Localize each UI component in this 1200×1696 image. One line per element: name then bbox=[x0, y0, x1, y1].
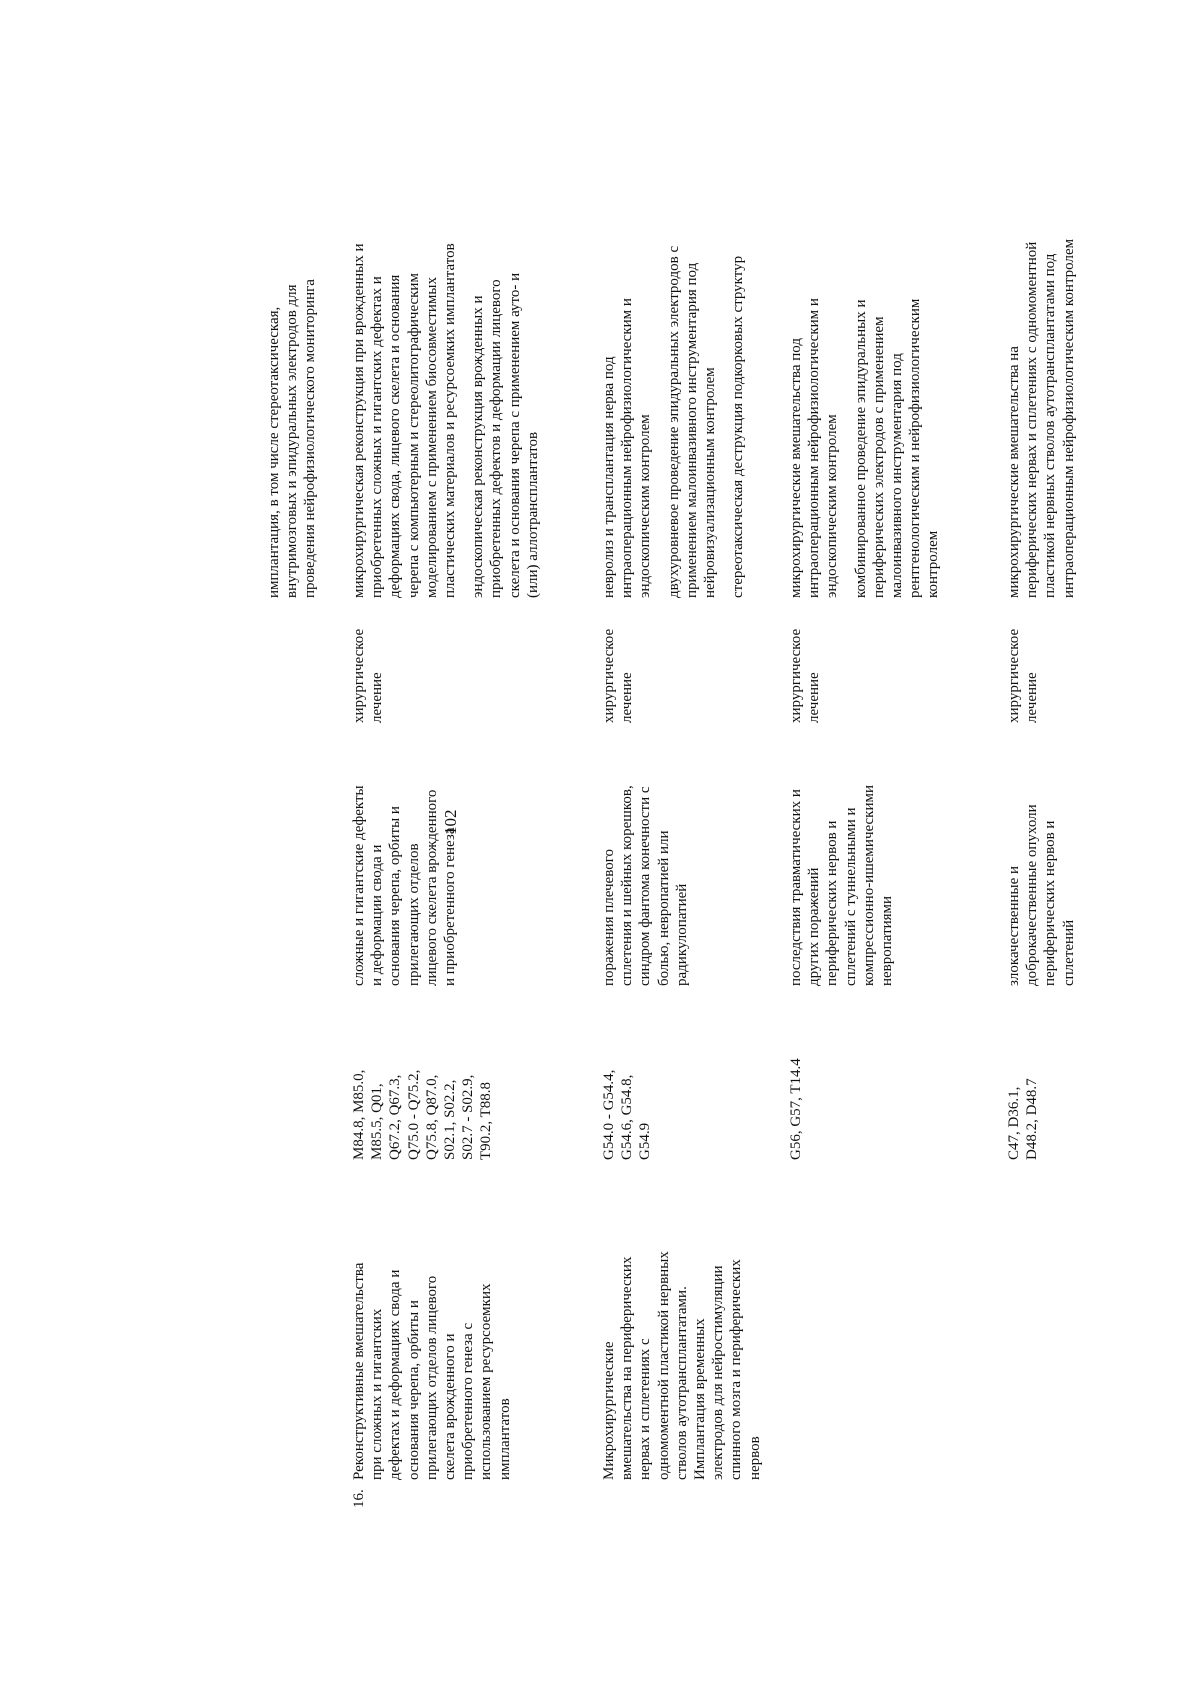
text-line: S02.7 - S02.9, bbox=[460, 1074, 477, 1160]
text-line: G56, G57, T14.4 bbox=[788, 1058, 804, 1160]
text-line: пластических материалов и ресурсоемких имплантатов bbox=[442, 243, 459, 598]
treatment-type-cell bbox=[600, 621, 636, 723]
text-line: скелета врожденного и bbox=[442, 1333, 459, 1480]
text-line: нервов bbox=[746, 1436, 763, 1480]
text-line: поражения плечевого bbox=[601, 849, 617, 986]
text-line: сплетений с туннельными и bbox=[842, 807, 859, 986]
text-line: G54.9 bbox=[637, 1122, 654, 1160]
text-line: C47, D36.1, bbox=[1006, 1086, 1022, 1160]
text-line: дефектах и деформациях свода и bbox=[387, 1269, 404, 1480]
text-line: невролиз и трансплантация нерва под bbox=[601, 356, 617, 598]
treatment-type-cell bbox=[1005, 621, 1041, 723]
text-line: Q75.8, Q87.0, bbox=[423, 1074, 440, 1160]
treatment-type-cell bbox=[787, 621, 823, 723]
text-line: синдром фантома конечности с bbox=[637, 786, 654, 986]
text-line: интраоперационным нейрофизиологическим контролем bbox=[1060, 238, 1077, 598]
text-line: хирургическое bbox=[351, 628, 367, 723]
text-line: D48.2, D48.7 bbox=[1024, 1078, 1041, 1160]
icd-codes-cell bbox=[1005, 1000, 1041, 1160]
text-line: моделированием с применением биосовместимых bbox=[423, 277, 440, 598]
intervention-name-cell bbox=[350, 1178, 514, 1480]
text-line: одномоментной пластикой нервных bbox=[655, 1251, 672, 1480]
text-line: комбинированное проведение эпидуральных и bbox=[852, 299, 869, 598]
text-line: эндоскопическим контролем bbox=[824, 414, 841, 598]
text-line: сложные и гигантские дефекты bbox=[351, 785, 367, 986]
page-number: 102 bbox=[441, 809, 460, 835]
text-line: и приобретенного генеза bbox=[442, 827, 459, 986]
text-line: эндоскопическим контролем bbox=[637, 414, 654, 598]
text-line: основания черепа, орбиты и bbox=[387, 806, 404, 986]
text-line: других поражений bbox=[806, 867, 823, 986]
text-line: интраоперационным нейрофизиологическим и bbox=[619, 298, 636, 598]
text-line: проведения нейрофизиологического мониторинга bbox=[302, 279, 319, 598]
text-line: M85.5, Q01, bbox=[369, 1083, 386, 1160]
text-line: лечение bbox=[369, 672, 386, 723]
text-line: прилегающих отделов bbox=[405, 843, 422, 986]
patient-model-cell bbox=[787, 726, 896, 986]
icd-codes-cell bbox=[600, 1000, 655, 1160]
text-line: применением малоинвазивного инструментария под bbox=[683, 262, 700, 598]
text-line: двухуровневое проведение эпидуральных электродов с bbox=[665, 245, 682, 598]
icd-codes-cell bbox=[350, 1000, 496, 1160]
patient-model-cell bbox=[1005, 726, 1078, 986]
text-line: доброкачественные опухоли bbox=[1024, 804, 1041, 986]
text-line: периферических электродов с применением bbox=[870, 316, 887, 598]
text-line: T90.2, T88.8 bbox=[478, 1081, 495, 1160]
text-line: невропатиями bbox=[879, 895, 896, 986]
text-line: интраоперационным нейрофизиологическим и bbox=[806, 298, 823, 598]
text-line: использованием ресурсоемких bbox=[478, 1283, 495, 1480]
text-line: нейровизуализационным контролем bbox=[702, 367, 719, 598]
text-line: лечение bbox=[806, 672, 823, 723]
text-line: приобретенных сложных и гигантских дефектах и bbox=[369, 276, 386, 598]
text-line: Q67.2, Q67.3, bbox=[387, 1074, 404, 1160]
text-line: хирургическое bbox=[1006, 628, 1022, 723]
text-line: G54.0 - G54.4, bbox=[601, 1069, 617, 1160]
text-line: эндоскопическая реконструкция врожденных и bbox=[470, 295, 487, 598]
text-line: лечение bbox=[1024, 672, 1041, 723]
text-line: микрохирургические вмешательства под bbox=[788, 338, 804, 598]
text-line: Q75.0 - Q75.2, bbox=[405, 1069, 422, 1160]
text-line: хирургическое bbox=[788, 628, 804, 723]
text-line: микрохирургическая реконструкция при врожденных и bbox=[351, 243, 367, 598]
text-line: и деформации свода и bbox=[369, 844, 386, 986]
text-line: хирургическое bbox=[601, 628, 617, 723]
text-line: S02.1, S02.2, bbox=[442, 1079, 459, 1160]
methods-cell bbox=[1005, 76, 1078, 598]
text-line: имплантация, в том числе стереотаксическая, bbox=[266, 306, 282, 598]
table-page bbox=[265, 68, 1105, 1508]
patient-model-cell bbox=[350, 726, 459, 986]
text-line: имплантатов bbox=[496, 1398, 513, 1480]
treatment-type-cell bbox=[350, 621, 386, 723]
text-line: сплетения и шейных корешков, bbox=[619, 785, 636, 986]
text-line: последствия травматических и bbox=[788, 789, 804, 986]
methods-cell bbox=[600, 76, 747, 598]
text-line: внутримозговых и эпидуральных электродов для bbox=[284, 284, 301, 598]
text-line: нервах и сплетениях с bbox=[637, 1338, 654, 1480]
methods-cell bbox=[350, 76, 542, 598]
text-line: приобретенного генеза с bbox=[460, 1322, 477, 1480]
methods-cell bbox=[265, 76, 320, 598]
text-line: прилегающих отделов лицевого bbox=[423, 1275, 440, 1480]
text-line: радикулопатией bbox=[673, 883, 690, 986]
text-line: малоинвазивного инструментария под bbox=[889, 353, 906, 598]
text-line: при сложных и гигантских bbox=[369, 1308, 386, 1480]
text-line: M84.8, M85.0, bbox=[351, 1069, 367, 1160]
icd-codes-cell bbox=[787, 1000, 805, 1160]
text-line: микрохирургические вмешательства на bbox=[1006, 346, 1022, 598]
text-line: Реконструктивные вмешательства bbox=[351, 1262, 367, 1480]
text-line: сплетений bbox=[1060, 919, 1077, 986]
text-line: лечение bbox=[619, 672, 636, 723]
text-line: приобретенных дефектов и деформации лицевого bbox=[488, 279, 505, 598]
intervention-name-cell bbox=[600, 1178, 764, 1480]
text-line: основания черепа, орбиты и bbox=[405, 1300, 422, 1480]
text-line: периферических нервов и bbox=[824, 820, 841, 986]
text-line: контролем bbox=[925, 530, 942, 598]
text-line: болью, невропатией или bbox=[655, 830, 672, 986]
text-line: вмешательства на периферических bbox=[619, 1256, 636, 1480]
item-number: 16. bbox=[351, 1489, 367, 1508]
text-line: G54.6, G54.8, bbox=[619, 1074, 636, 1160]
text-line: периферических нервах и сплетениях с одномоментной bbox=[1024, 241, 1041, 598]
patient-model-cell bbox=[600, 726, 691, 986]
text-line: скелета и основания черепа с применением ауто- и bbox=[506, 272, 523, 598]
text-line: (или) аллотрансплантатов bbox=[524, 431, 541, 598]
text-line: злокачественные и bbox=[1006, 865, 1022, 986]
text-line: спинного мозга и периферических bbox=[728, 1259, 745, 1480]
text-line: стереотаксическая деструкция подкорковых структур bbox=[730, 255, 747, 598]
text-line: электродов для нейростимуляции bbox=[710, 1265, 727, 1480]
text-line: компрессионно-ишемическими bbox=[860, 784, 877, 986]
text-line: периферических нервов и bbox=[1042, 820, 1059, 986]
methods-cell bbox=[787, 76, 943, 598]
text-line: рентгенологическим и нейрофизиологическим bbox=[907, 298, 924, 598]
text-line: лицевого скелета врожденного bbox=[423, 789, 440, 986]
text-line: Имплантация временных bbox=[692, 1318, 709, 1480]
text-line: Микрохирургические bbox=[601, 1341, 617, 1480]
text-line: пластикой нервных стволов аутотрансплантатами под bbox=[1042, 253, 1059, 598]
text-line: деформациях свода, лицевого скелета и основания bbox=[387, 274, 404, 598]
text-line: черепа с компьютерным и стереолитографическим bbox=[405, 273, 422, 598]
text-line: стволов аутотрансплантатами. bbox=[673, 1286, 690, 1480]
